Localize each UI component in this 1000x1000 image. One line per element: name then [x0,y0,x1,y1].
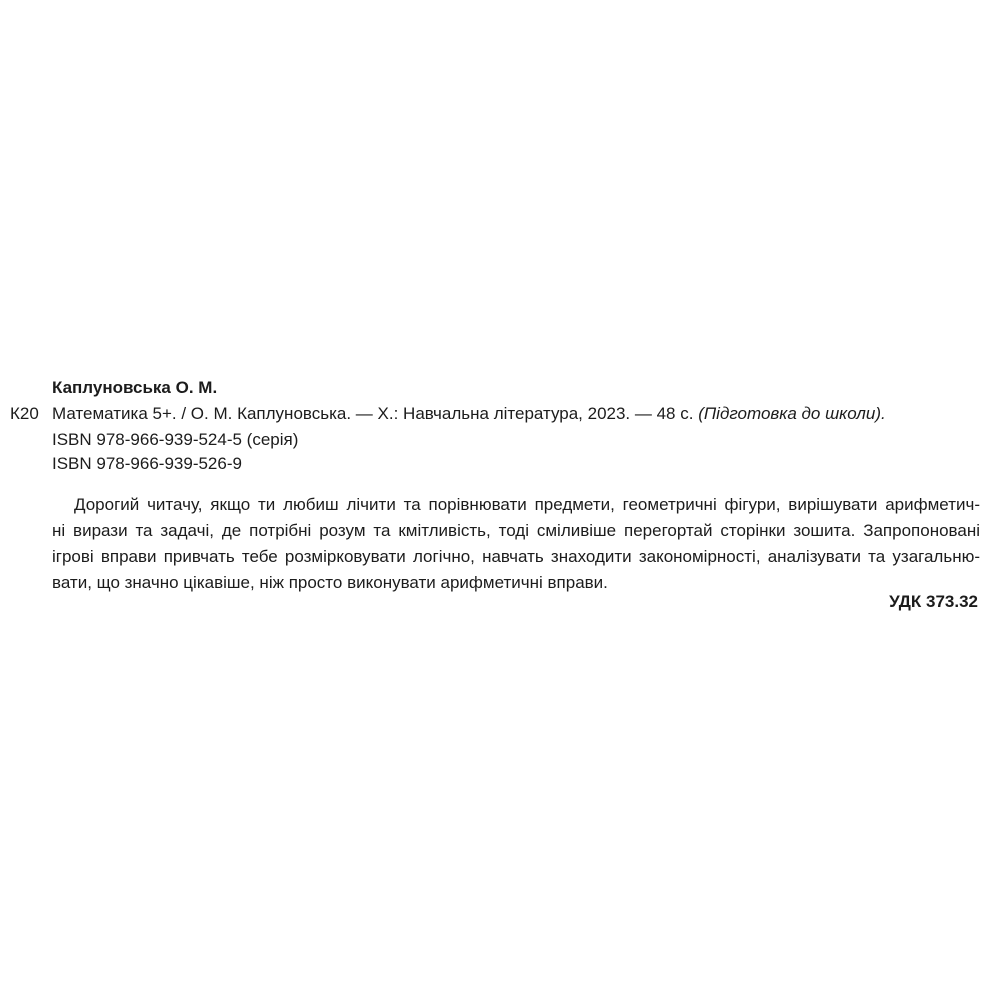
annotation-line: Дорогий читачу, якщо ти любиш лічити та порівнювати предмети, геометричні фігури, вирішувати арифметич- [74,495,980,514]
author-name: Каплуновська О. М. [52,378,218,397]
classification-code: К20 [10,404,39,423]
annotation-line: ні вирази та задачі, де потрібні розум та кмітливість, тоді сміливіше перегортай сторінки зошита. Запропоновані [52,521,980,540]
bibliographic-entry [52,402,886,426]
series-name: (Підготовка до школи). [698,404,886,423]
isbn-series: ISBN 978-966-939-524-5 (серія) [52,430,299,449]
title-publication-info: Математика 5+. / О. М. Каплуновська. — Х.: Навчальна література, 2023. — 48 с. [52,404,699,423]
udk-code: УДК 373.32 [889,592,978,611]
annotation-line: ігрові вправи привчать тебе розмірковувати логічно, навчать знаходити закономірності, аналізувати та узагальню- [52,547,980,566]
annotation-paragraph [52,492,980,596]
annotation-line: вати, що значно цікавіше, ніж просто виконувати арифметичні вправи. [52,573,608,592]
isbn-book: ISBN 978-966-939-526-9 [52,454,242,473]
